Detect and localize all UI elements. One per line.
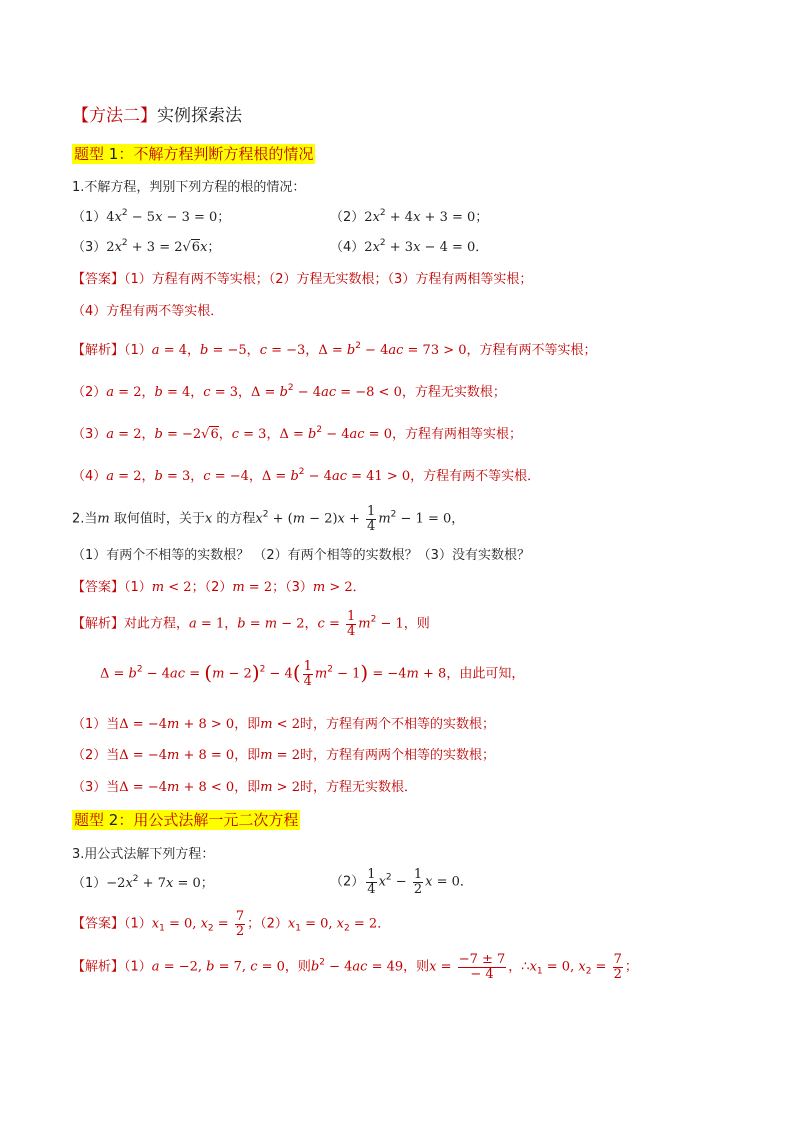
- fraction: $\frac{7}{2}$: [613, 952, 622, 982]
- q3-analysis: 【解析】（1）a = −2, b = 7, c = 0，则$b^2 - 4ac = 49$，则x = $\frac{-7 \pm 7}{- 4}$ ，$\therefore x_1 = 0$, $x_2$ = $\frac{7}{2}$ ；: [72, 952, 638, 982]
- q1-part2: $(2)2x^2 + 4x + 3 = 0$；: [330, 208, 489, 225]
- q2-stem: 2.当m 取何值时，关于x 的方程$x^2 + (m - 2)x$ + $\frac{1}{4}$ $m^2 - 1 = 0$，: [72, 504, 465, 534]
- fraction: $\frac{1}{4}$: [367, 504, 376, 534]
- q1-analysis-3: （3）a = 2，b = −2√6，c = 3，$\Delta = b^2 - 4ac = 0$，方程有两相等实根；: [72, 425, 522, 442]
- q2-analysis-intro: 【解析】对此方程，a = 1，b = m − 2，c = $\frac{1}{4}$ $m^2 - 1$，则: [72, 609, 430, 639]
- q1-answer: 【答案】（1）方程有两不等实根；（2）方程无实数根；（3）方程有两相等实根；: [72, 272, 533, 287]
- method-heading: 【方法二】实例探索法: [72, 106, 242, 126]
- q1-part4: $(4)2x^2 + 3x - 4 = 0$．: [330, 238, 489, 255]
- q1-answer-cont: （4）方程有两不等实根．: [72, 304, 224, 319]
- q1-part3: $(3)2x^2 + 3 = 2√6x$；: [72, 238, 221, 255]
- type1-heading: 题型 1：不解方程判断方程根的情况: [74, 145, 314, 163]
- type2-heading: 题型 2：用公式法解一元二次方程: [74, 811, 299, 829]
- q2-parts: （1）有两个不相等的实数根？ （2）有两个相等的实数根？（3）没有实数根？: [72, 548, 530, 563]
- q1-analysis-2: （2）a = 2，b = 4，c = 3，$\Delta = b^2 - 4ac = -8 < 0$，方程无实数根；: [72, 383, 506, 400]
- q1-analysis-4: （4）a = 2，b = 3，c = −4，$\Delta = b^2 - 4ac = 41 > 0$，方程有两不等实根．: [72, 467, 541, 484]
- q3-part1: $(1)-2x^2 + 7x = 0$；: [72, 874, 214, 891]
- fraction: $\frac{1}{4}$: [346, 609, 356, 639]
- q2-discriminant: $\Delta = b^2 - 4ac = (m - 2)^2 - 4$( $\frac{1}{4}$ $m^2 - 1) = -4m + 8$，由此可知，: [100, 659, 525, 689]
- q1-part1: $(1)4x^2 - 5x - 3 = 0$；: [72, 208, 231, 225]
- fraction: $\frac{-7 \pm 7}{- 4}$: [458, 952, 506, 982]
- fraction: $\frac{7}{2}$: [235, 909, 245, 939]
- q1-stem: 1.不解方程，判别下列方程的根的情况：: [72, 180, 306, 195]
- q2-case2: （2）当Δ = −4m + 8 = 0，即m = 2时，方程有两两个相等的实数根；: [72, 748, 495, 763]
- q2-answer: 【答案】（1）m < 2；（2）m = 2；（3）m > 2．: [72, 580, 366, 595]
- q3-stem: 3.用公式法解下列方程：: [72, 847, 215, 862]
- fraction: $\frac{1}{4}$: [303, 659, 312, 689]
- q1-analysis-1: 【解析】（1）a = 4，b = −5，c = −3，$\Delta = b^2 - 4ac = 73 > 0$，方程有两不等实根；: [72, 341, 597, 358]
- fraction: $\frac{1}{4}$: [367, 867, 376, 897]
- fraction: $\frac{1}{2}$: [413, 867, 423, 897]
- q2-case1: （1）当Δ = −4m + 8 > 0，即m < 2时，方程有两个不相等的实数根；: [72, 717, 495, 732]
- q2-case3: （3）当Δ = −4m + 8 < 0，即m > 2时，方程无实数根．: [72, 780, 417, 795]
- q3-part2: （2） $\frac{1}{4}$ $x^2$ − $\frac{1}{2}$ x = 0．: [330, 867, 473, 897]
- q3-answer: 【答案】$(1)x_1 = 0$, $x_2$ = $\frac{7}{2}$ ；$(2)x_1 = 0$, $x_2 = 2$．: [72, 909, 391, 939]
